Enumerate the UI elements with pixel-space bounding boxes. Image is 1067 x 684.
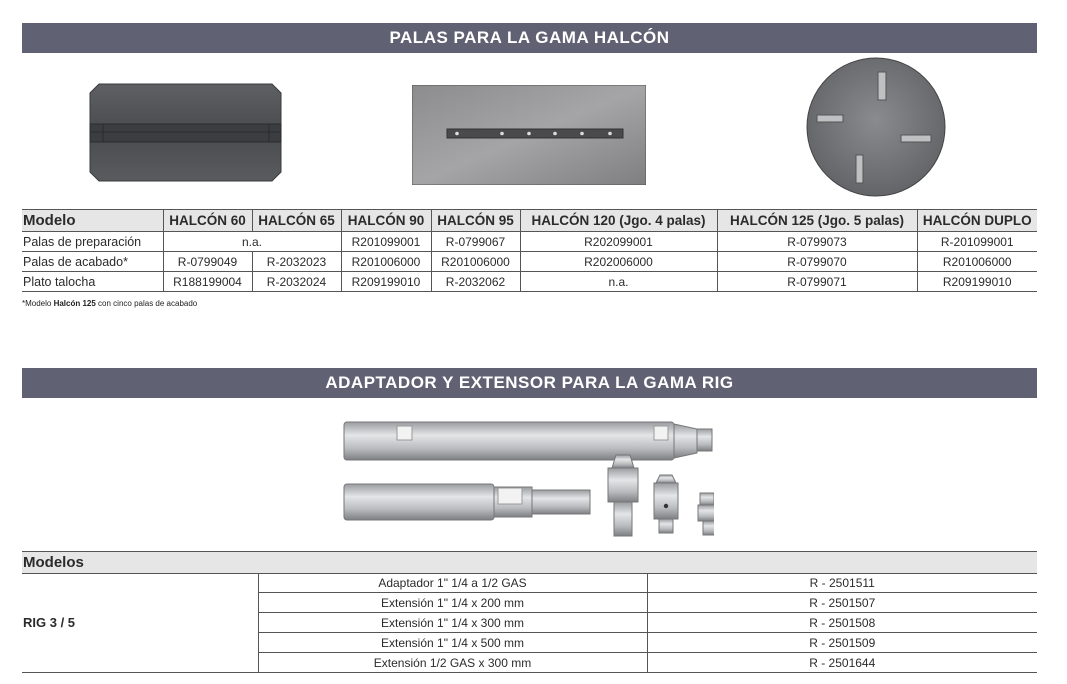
table-cell: R201006000 (917, 252, 1037, 272)
table-cell: R - 2501508 (647, 613, 1037, 633)
table-cell: Extensión 1" 1/4 x 200 mm (258, 593, 647, 613)
table-cell: R-2032024 (252, 272, 341, 292)
table-cell: Extensión 1" 1/4 x 300 mm (258, 613, 647, 633)
table-cell: R-0799073 (717, 232, 917, 252)
table-row (22, 252, 1037, 272)
header-halcon-65: HALCÓN 65 (252, 210, 341, 232)
table-cell: R-201099001 (917, 232, 1037, 252)
table-header-row (22, 210, 1037, 232)
pala-rectangular-image (89, 83, 282, 182)
header-halcon-90: HALCÓN 90 (341, 210, 431, 232)
table-cell: Extensión 1/2 GAS x 300 mm (258, 653, 647, 673)
header-halcon-120: HALCÓN 120 (Jgo. 4 palas) (520, 210, 717, 232)
table-cell: R-0799070 (717, 252, 917, 272)
section-title-palas: PALAS PARA LA GAMA HALCÓN (22, 23, 1037, 53)
table-cell: R209199010 (917, 272, 1037, 292)
table-cell: R201006000 (341, 252, 431, 272)
header-halcon-60: HALCÓN 60 (163, 210, 252, 232)
table-cell: R209199010 (341, 272, 431, 292)
footnote (22, 299, 197, 308)
table-cell: R-0799049 (163, 252, 252, 272)
table-cell: R-0799071 (717, 272, 917, 292)
row-label: Palas de acabado* (22, 252, 163, 272)
table-cell: R-0799067 (431, 232, 520, 252)
modelos-header (22, 551, 1037, 574)
table-row (22, 232, 1037, 252)
table-cell: R201099001 (341, 232, 431, 252)
palas-table (22, 209, 1037, 292)
table-cell: Adaptador 1" 1/4 a 1/2 GAS (258, 573, 647, 593)
table-cell: n.a. (520, 272, 717, 292)
rig-extensions-image (342, 415, 714, 540)
table-row (22, 573, 1037, 593)
footnote-suffix: con cinco palas de acabado (95, 299, 198, 308)
rig-table (22, 573, 1037, 673)
rig-model-cell: RIG 3 / 5 (22, 573, 258, 673)
table-cell: R188199004 (163, 272, 252, 292)
table-cell: R202006000 (520, 252, 717, 272)
table-cell: R-2032023 (252, 252, 341, 272)
header-halcon-95: HALCÓN 95 (431, 210, 520, 232)
row-label: Palas de preparación (22, 232, 163, 252)
table-row (22, 272, 1037, 292)
table-cell: R - 2501644 (647, 653, 1037, 673)
header-modelo: Modelo (22, 210, 163, 232)
modelos-label: Modelos (23, 554, 84, 571)
table-cell: R202099001 (520, 232, 717, 252)
table-cell: Extensión 1" 1/4 x 500 mm (258, 633, 647, 653)
table-cell: R201006000 (431, 252, 520, 272)
section-title-rig: ADAPTADOR Y EXTENSOR PARA LA GAMA RIG (22, 368, 1037, 398)
footnote-prefix: *Modelo (22, 299, 54, 308)
table-cell: n.a. (163, 232, 341, 252)
row-label: Plato talocha (22, 272, 163, 292)
pala-acabado-image (412, 85, 646, 185)
table-cell: R - 2501509 (647, 633, 1037, 653)
plato-talocha-image (806, 57, 946, 197)
table-cell: R - 2501511 (647, 573, 1037, 593)
table-cell: R - 2501507 (647, 593, 1037, 613)
footnote-bold: Halcón 125 (53, 299, 96, 308)
header-halcon-duplo: HALCÓN DUPLO (917, 210, 1037, 232)
table-cell: R-2032062 (431, 272, 520, 292)
header-halcon-125: HALCÓN 125 (Jgo. 5 palas) (717, 210, 917, 232)
